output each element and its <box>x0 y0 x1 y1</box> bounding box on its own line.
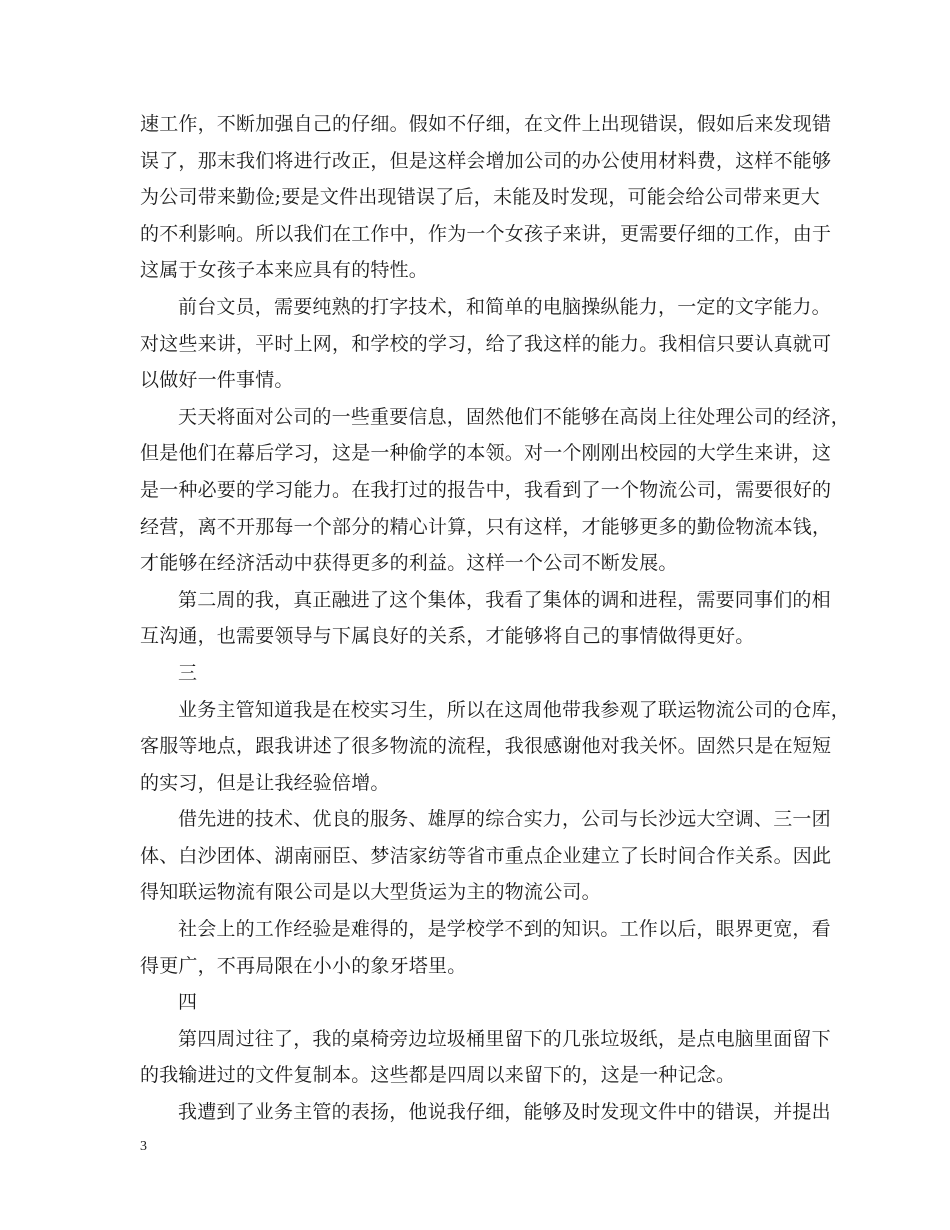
text-line: 三 <box>178 661 198 684</box>
text-line: 前台文员，需要纯熟的打字技术，和简单的电脑操纵能力，一定的文字能力。 <box>178 295 831 318</box>
text-line: 得更广，不再局限在小小的象牙塔里。 <box>140 954 467 977</box>
text-line: 的不利影响。所以我们在工作中，作为一个女孩子来讲，更需要仔细的工作，由于 <box>140 222 832 245</box>
text-line: 体、白沙团体、湖南丽臣、梦洁家纺等省市重点企业建立了长时间合作关系。因此 <box>140 844 832 867</box>
text-line: 第四周过往了，我的桌椅旁边垃圾桶里留下的几张垃圾纸，是点电脑里面留下 <box>178 1027 831 1050</box>
text-line: 第二周的我，真正融进了这个集体，我看了集体的调和进程，需要同事们的相 <box>178 588 831 611</box>
text-line: 借先进的技术、优良的服务、雄厚的综合实力，公司与长沙远大空调、三一团 <box>178 808 831 831</box>
text-line: 互沟通，也需要领导与下属良好的关系，才能够将自己的事情做得更好。 <box>140 625 755 648</box>
text-line: 才能够在经济活动中获得更多的利益。这样一个公司不断发展。 <box>140 552 678 575</box>
text-line: 速工作，不断加强自己的仔细。假如不仔细，在文件上出现错误，假如后来发现错 <box>140 113 832 135</box>
text-line: 客服等地点，跟我讲述了很多物流的流程，我很感谢他对我关怀。固然只是在短短 <box>140 735 832 758</box>
text-line: 经营，离不开那每一个部分的精心计算，只有这样，才能够更多的勤俭物流本钱， <box>140 515 832 538</box>
text-line: 四 <box>178 991 198 1014</box>
document-body <box>140 106 851 1131</box>
text-line: 的我输进过的文件复制本。这些都是四周以来留下的，这是一种记念。 <box>140 1064 736 1087</box>
text-line: 社会上的工作经验是难得的，是学校学不到的知识。工作以后，眼界更宽，看 <box>178 918 831 941</box>
text-line: 对这些来讲，平时上网，和学校的学习，给了我这样的能力。我相信只要认真就可 <box>140 332 832 355</box>
text-line: 天天将面对公司的一些重要信息，固然他们不能够在高岗上往处理公司的经济， <box>178 405 851 428</box>
text-line: 这属于女孩子本来应具有的特性。 <box>140 259 429 282</box>
page-number: 3 <box>140 1139 147 1154</box>
text-line: 是一种必要的学习能力。在我打过的报告中，我看到了一个物流公司，需要很好的 <box>140 478 832 501</box>
text-line: 得知联运物流有限公司是以大型货运为主的物流公司。 <box>140 881 601 904</box>
text-line: 误了，那末我们将进行改正，但是这样会增加公司的办公使用材料费，这样不能够 <box>140 149 832 172</box>
text-line: 以做好一件事情。 <box>140 369 294 392</box>
text-line: 为公司带来勤俭;要是文件出现错误了后，未能及时发现，可能会给公司带来更大 <box>140 186 820 209</box>
text-line: 的实习，但是让我经验倍增。 <box>140 771 390 794</box>
text-line: 我遭到了业务主管的表扬，他说我仔细，能够及时发现文件中的错误，并提出 <box>178 1101 831 1124</box>
text-line: 但是他们在幕后学习，这是一种偷学的本领。对一个刚刚出校园的大学生来讲，这 <box>140 442 832 465</box>
text-line: 业务主管知道我是在校实习生，所以在这周他带我参观了联运物流公司的仓库， <box>178 698 851 721</box>
